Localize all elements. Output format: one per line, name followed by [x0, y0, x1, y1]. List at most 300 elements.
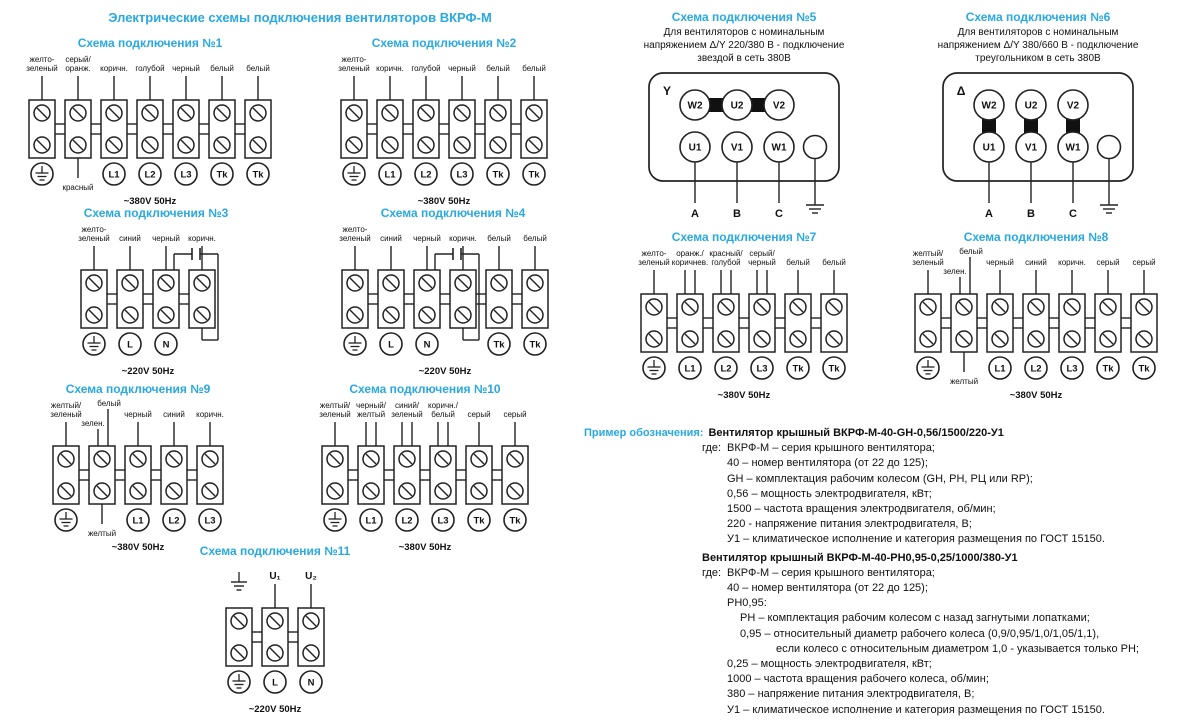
svg-text:U2: U2	[1024, 100, 1038, 112]
screw-icon	[166, 451, 182, 467]
terminal	[448, 64, 476, 185]
svg-text:желто-: желто-	[341, 55, 367, 64]
screw-icon	[122, 307, 138, 323]
svg-text:желто-: желто-	[81, 225, 107, 234]
svg-text:Y: Y	[662, 84, 672, 98]
svg-text:Tk: Tk	[473, 515, 485, 527]
svg-text:зеленый: зеленый	[26, 64, 58, 73]
terminal-label	[451, 163, 473, 185]
svg-text:белый: белый	[959, 247, 983, 256]
svg-text:~380V 50Hz: ~380V 50Hz	[1009, 390, 1063, 401]
screw-icon	[491, 275, 507, 291]
scheme-9-diagram	[8, 398, 268, 556]
svg-text:Tk: Tk	[528, 169, 540, 181]
svg-text:W2: W2	[981, 100, 997, 112]
screw-icon	[34, 105, 50, 121]
example-line: GH – комплектация рабочим колесом (GH, РН, РЦ или RP);	[727, 472, 1033, 485]
terminal	[486, 234, 512, 355]
svg-text:L1: L1	[684, 363, 696, 375]
terminal	[100, 64, 128, 185]
scheme-11-diagram	[150, 560, 400, 718]
terminal	[245, 64, 271, 185]
svg-text:зеленый: зеленый	[912, 258, 944, 267]
svg-text:Tk: Tk	[1138, 363, 1150, 375]
screw-icon	[86, 275, 102, 291]
terminal	[466, 410, 492, 531]
svg-text:N: N	[423, 339, 431, 351]
terminal-label	[415, 163, 437, 185]
terminal	[785, 258, 811, 379]
svg-text:коричн.: коричн.	[188, 234, 216, 243]
svg-text:черный: черный	[748, 258, 776, 267]
terminal-label	[416, 333, 438, 355]
example-line: 40 – номер вентилятора (от 22 до 125);	[727, 457, 928, 470]
svg-text:черный: черный	[172, 64, 200, 73]
ground-icon	[343, 163, 365, 185]
svg-text:~220V 50Hz: ~220V 50Hz	[248, 704, 302, 715]
scheme-5-diagram	[602, 69, 886, 231]
screw-icon	[383, 275, 399, 291]
svg-text:~220V 50Hz: ~220V 50Hz	[121, 366, 175, 377]
screw-icon	[419, 307, 435, 323]
screw-icon	[363, 451, 379, 467]
screw-icon	[267, 613, 283, 629]
example-line: если колесо с относительным диаметром 1,0 - указывается только РН;	[776, 642, 1139, 655]
terminal-label	[380, 333, 402, 355]
svg-text:серый: серый	[467, 410, 491, 419]
screw-icon	[231, 613, 247, 629]
svg-text:желтый/: желтый/	[912, 249, 944, 258]
svg-text:Tk: Tk	[252, 169, 264, 181]
svg-text:белый: белый	[822, 258, 846, 267]
screw-icon	[250, 137, 266, 153]
ground-icon	[917, 357, 939, 379]
screw-icon	[158, 275, 174, 291]
example-line: 40 – номер вентилятора (от 22 до 125);	[727, 582, 928, 595]
terminal	[986, 258, 1014, 379]
svg-text:~380V 50Hz: ~380V 50Hz	[398, 542, 452, 553]
svg-text:коричнев.: коричнев.	[671, 258, 709, 267]
scheme-title: Схема подключения №9	[65, 382, 211, 396]
svg-text:желто-: желто-	[342, 225, 368, 234]
svg-text:V1: V1	[1024, 142, 1038, 154]
screw-icon	[194, 307, 210, 323]
svg-text:L2: L2	[401, 515, 413, 527]
terminal-label	[247, 163, 269, 185]
screw-icon	[327, 483, 343, 499]
scheme-5	[602, 10, 886, 231]
terminal-label	[487, 163, 509, 185]
svg-text:V2: V2	[772, 100, 786, 112]
scheme-7	[598, 230, 890, 404]
screw-icon	[86, 307, 102, 323]
screw-icon	[454, 137, 470, 153]
screw-icon	[418, 137, 434, 153]
screw-icon	[527, 307, 543, 323]
terminal	[638, 249, 670, 379]
svg-text:Tk: Tk	[493, 339, 505, 351]
screw-icon	[106, 137, 122, 153]
screw-icon	[718, 331, 734, 347]
example-block	[584, 551, 1184, 718]
screw-icon	[202, 451, 218, 467]
scheme-title: Схема подключения №5	[671, 10, 817, 24]
terminal	[709, 249, 743, 379]
screw-icon	[303, 645, 319, 661]
screw-icon	[166, 483, 182, 499]
svg-text:Δ: Δ	[956, 84, 966, 98]
scheme-11	[150, 544, 400, 718]
scheme-description-line: напряжением Δ/Y 380/660 В - подключение	[937, 40, 1139, 51]
svg-text:серый/: серый/	[65, 55, 91, 64]
svg-text:желтый: желтый	[356, 410, 386, 419]
screw-icon	[158, 307, 174, 323]
scheme-description-line: Для вентиляторов с номинальным	[663, 27, 825, 38]
screw-icon	[419, 275, 435, 291]
screw-icon	[682, 331, 698, 347]
svg-text:зеленый: зеленый	[338, 64, 370, 73]
scheme-6	[896, 10, 1180, 231]
screw-icon	[70, 137, 86, 153]
svg-text:желто-: желто-	[641, 249, 667, 258]
terminal	[196, 410, 224, 531]
terminal	[1058, 258, 1086, 379]
terminal-label	[823, 357, 845, 379]
terminal-label	[468, 509, 490, 531]
svg-text:U1: U1	[982, 142, 996, 154]
terminal	[339, 225, 371, 355]
terminal	[1023, 258, 1049, 379]
svg-text:L1: L1	[132, 515, 144, 527]
terminal	[378, 234, 404, 355]
terminal	[124, 410, 152, 531]
terminal	[78, 225, 110, 355]
svg-text:N: N	[307, 677, 315, 689]
terminal-label	[175, 163, 197, 185]
terminal	[391, 401, 423, 531]
terminal-label	[679, 357, 701, 379]
screw-icon	[507, 483, 523, 499]
svg-text:Tk: Tk	[216, 169, 228, 181]
screw-icon	[526, 105, 542, 121]
screw-icon	[920, 299, 936, 315]
screw-icon	[58, 451, 74, 467]
example-line: ВКРФ-М – серия крышного вентилятора;	[727, 442, 935, 455]
terminal-label	[523, 163, 545, 185]
terminal	[209, 64, 235, 185]
svg-text:белый: белый	[431, 410, 455, 419]
screw-icon	[992, 331, 1008, 347]
svg-text:серый: серый	[1132, 258, 1156, 267]
svg-text:белый: белый	[486, 64, 510, 73]
terminal	[226, 572, 252, 693]
svg-text:желтый/: желтый/	[50, 401, 82, 410]
screw-icon	[202, 483, 218, 499]
svg-text:коричн.: коричн.	[376, 64, 404, 73]
screw-icon	[250, 105, 266, 121]
terminal	[117, 234, 143, 355]
svg-text:Tk: Tk	[529, 339, 541, 351]
svg-text:красный: красный	[62, 183, 94, 192]
scheme-7-diagram	[598, 246, 890, 404]
example-where-label: где:	[702, 566, 722, 579]
terminal-label	[488, 333, 510, 355]
svg-text:коричн./: коричн./	[428, 401, 458, 410]
screw-icon	[471, 451, 487, 467]
screw-icon	[491, 307, 507, 323]
ground-icon	[1100, 205, 1118, 213]
svg-text:белый: белый	[246, 64, 270, 73]
svg-text:V2: V2	[1066, 100, 1080, 112]
svg-text:желто-: желто-	[29, 55, 55, 64]
svg-text:~380V 50Hz: ~380V 50Hz	[123, 196, 177, 207]
svg-text:N: N	[162, 339, 170, 351]
terminal	[338, 55, 370, 185]
svg-text:белый: белый	[487, 234, 511, 243]
scheme-description-line: треугольником в сеть 380В	[975, 53, 1101, 64]
example-line: 0,95 – относительный диаметр рабочего колеса (0,9/0,95/1,0/1,05/1,1),	[740, 627, 1100, 640]
scheme-4	[324, 206, 582, 380]
screw-icon	[826, 331, 842, 347]
svg-text:голубой: голубой	[411, 64, 441, 73]
ground-icon	[55, 509, 77, 531]
screw-icon	[34, 137, 50, 153]
screw-icon	[718, 299, 734, 315]
svg-text:C: C	[1069, 208, 1077, 220]
scheme-title: Схема подключения №8	[963, 230, 1109, 244]
scheme-6-diagram	[896, 69, 1180, 231]
screw-icon	[1064, 299, 1080, 315]
ground-icon	[31, 163, 53, 185]
svg-text:серый: серый	[1096, 258, 1120, 267]
screw-icon	[435, 451, 451, 467]
svg-text:C: C	[775, 208, 783, 220]
svg-text:зеленый: зеленый	[391, 410, 423, 419]
svg-text:коричн.: коричн.	[449, 234, 477, 243]
screw-icon	[1028, 299, 1044, 315]
svg-text:желтый/: желтый/	[319, 401, 351, 410]
svg-text:L1: L1	[384, 169, 396, 181]
example-line: РН – комплектация рабочим колесом с назад загнутыми лопатками;	[740, 612, 1090, 625]
terminal-label	[264, 671, 286, 693]
terminal	[319, 401, 351, 531]
terminal-label	[119, 333, 141, 355]
svg-text:Tk: Tk	[792, 363, 804, 375]
svg-text:черный: черный	[124, 410, 152, 419]
svg-text:L: L	[272, 677, 278, 689]
screw-icon	[327, 451, 343, 467]
svg-text:синий: синий	[163, 410, 185, 419]
terminal	[912, 249, 944, 379]
screw-icon	[790, 299, 806, 315]
scheme-description-line: звездой в сеть 380В	[697, 53, 791, 64]
scheme-3-diagram	[28, 222, 284, 380]
svg-text:оранж./: оранж./	[676, 249, 704, 258]
terminal-label	[1097, 357, 1119, 379]
screw-icon	[490, 105, 506, 121]
terminal-label	[379, 163, 401, 185]
scheme-10	[282, 382, 568, 556]
svg-text:зеленый: зеленый	[638, 258, 670, 267]
scheme-8	[890, 230, 1182, 404]
svg-text:серый: серый	[503, 410, 527, 419]
terminal	[135, 64, 164, 185]
terminal-label	[787, 357, 809, 379]
svg-text:L2: L2	[1030, 363, 1042, 375]
example-block-title: Вентилятор крышный ВКРФ-М-40-GH-0,56/1500/220-У1	[708, 427, 1004, 439]
svg-text:белый: белый	[786, 258, 810, 267]
screw-icon	[646, 331, 662, 347]
example-line: У1 – климатическое исполнение и категория размещения по ГОСТ 15150.	[727, 533, 1105, 546]
terminal-label	[300, 671, 322, 693]
svg-text:L3: L3	[437, 515, 449, 527]
terminal	[81, 399, 121, 538]
example-line: ВКРФ-М – серия крышного вентилятора;	[727, 566, 935, 579]
example-line: 1000 – частота вращения рабочего колеса, об/мин;	[727, 673, 989, 686]
screw-icon	[382, 137, 398, 153]
svg-text:V1: V1	[730, 142, 744, 154]
screw-icon	[303, 613, 319, 629]
terminal-label	[396, 509, 418, 531]
scheme-title: Схема подключения №11	[199, 544, 351, 558]
terminal-label	[524, 333, 546, 355]
svg-text:A: A	[985, 208, 993, 220]
terminal	[411, 64, 440, 185]
screw-icon	[194, 275, 210, 291]
screw-icon	[455, 307, 471, 323]
terminal	[356, 401, 387, 531]
screw-icon	[1136, 299, 1152, 315]
svg-text:голубой: голубой	[711, 258, 741, 267]
screw-icon	[826, 299, 842, 315]
svg-text:белый: белый	[97, 399, 121, 408]
svg-text:черный/: черный/	[356, 401, 386, 410]
screw-icon	[347, 307, 363, 323]
terminal	[522, 234, 548, 355]
svg-text:оранж.: оранж.	[65, 64, 91, 73]
svg-text:L3: L3	[204, 515, 216, 527]
svg-text:W2: W2	[687, 100, 703, 112]
screw-icon	[383, 307, 399, 323]
scheme-1-diagram	[8, 52, 292, 210]
svg-text:синий: синий	[1025, 258, 1047, 267]
svg-text:B: B	[733, 208, 741, 220]
svg-text:синий: синий	[119, 234, 141, 243]
svg-text:A: A	[691, 208, 699, 220]
example-block-title: Вентилятор крышный ВКРФ-М-40-РН0,95-0,25/1000/380-У1	[702, 551, 1018, 564]
svg-text:L3: L3	[180, 169, 192, 181]
ground-icon	[324, 509, 346, 531]
svg-text:U₁: U₁	[269, 571, 281, 582]
terminal-label	[360, 509, 382, 531]
terminal	[672, 249, 708, 379]
terminal	[50, 401, 82, 531]
screw-icon	[1028, 331, 1044, 347]
svg-text:L1: L1	[365, 515, 377, 527]
ground-icon	[643, 357, 665, 379]
screw-icon	[106, 105, 122, 121]
screw-icon	[507, 451, 523, 467]
scheme-title: Схема подключения №1	[77, 36, 223, 50]
ground-icon	[806, 205, 824, 213]
svg-text:L2: L2	[144, 169, 156, 181]
screw-icon	[363, 483, 379, 499]
screw-icon	[231, 645, 247, 661]
scheme-title: Схема подключения №10	[349, 382, 501, 396]
svg-text:L3: L3	[1066, 363, 1078, 375]
screw-icon	[346, 105, 362, 121]
screw-icon	[70, 105, 86, 121]
terminal	[943, 247, 983, 386]
scheme-description-line: Для вентиляторов с номинальным	[957, 27, 1119, 38]
screw-icon	[646, 299, 662, 315]
screw-icon	[142, 105, 158, 121]
terminal	[821, 258, 847, 379]
ground-icon	[231, 572, 247, 590]
screw-icon	[1100, 299, 1116, 315]
screw-icon	[992, 299, 1008, 315]
svg-text:L2: L2	[168, 515, 180, 527]
terminal-label	[1025, 357, 1047, 379]
screw-icon	[267, 645, 283, 661]
svg-text:голубой: голубой	[135, 64, 165, 73]
terminal	[262, 571, 288, 693]
svg-text:красный/: красный/	[709, 249, 743, 258]
svg-text:L2: L2	[420, 169, 432, 181]
terminal	[413, 234, 441, 355]
screw-icon	[214, 137, 230, 153]
terminal-label	[127, 509, 149, 531]
svg-text:желтый: желтый	[87, 529, 117, 538]
example-label: Пример обозначения:	[584, 427, 704, 439]
terminal-label	[1133, 357, 1155, 379]
screw-icon	[454, 105, 470, 121]
screw-icon	[471, 483, 487, 499]
svg-text:белый: белый	[523, 234, 547, 243]
terminal	[298, 571, 324, 693]
terminal-label	[103, 163, 125, 185]
screw-icon	[956, 299, 972, 315]
terminal-label	[1061, 357, 1083, 379]
example-block-body	[584, 566, 1184, 718]
screw-icon	[399, 483, 415, 499]
page-title: Электрические схемы подключения вентиляторов ВКРФ-М	[108, 10, 492, 25]
screw-icon	[214, 105, 230, 121]
ground-icon	[83, 333, 105, 355]
svg-text:серый/: серый/	[749, 249, 775, 258]
screw-icon	[790, 331, 806, 347]
svg-text:U1: U1	[688, 142, 702, 154]
svg-text:коричн.: коричн.	[100, 64, 128, 73]
screw-icon	[682, 299, 698, 315]
svg-text:зеленый: зеленый	[319, 410, 351, 419]
example-line: У1 – климатическое исполнение и категория размещения по ГОСТ 15150.	[727, 703, 1105, 716]
ground-icon	[344, 333, 366, 355]
terminal-label	[199, 509, 221, 531]
svg-text:L: L	[388, 339, 394, 351]
svg-text:черный: черный	[413, 234, 441, 243]
svg-text:зеленый: зеленый	[339, 234, 371, 243]
terminal-label	[139, 163, 161, 185]
screw-icon	[346, 137, 362, 153]
scheme-1	[8, 36, 292, 210]
screw-icon	[178, 105, 194, 121]
svg-text:черный: черный	[448, 64, 476, 73]
example-line: 0,25 – мощность электродвигателя, кВт;	[727, 658, 932, 671]
svg-text:белый: белый	[522, 64, 546, 73]
screw-icon	[435, 483, 451, 499]
example-block-body	[584, 441, 1184, 547]
